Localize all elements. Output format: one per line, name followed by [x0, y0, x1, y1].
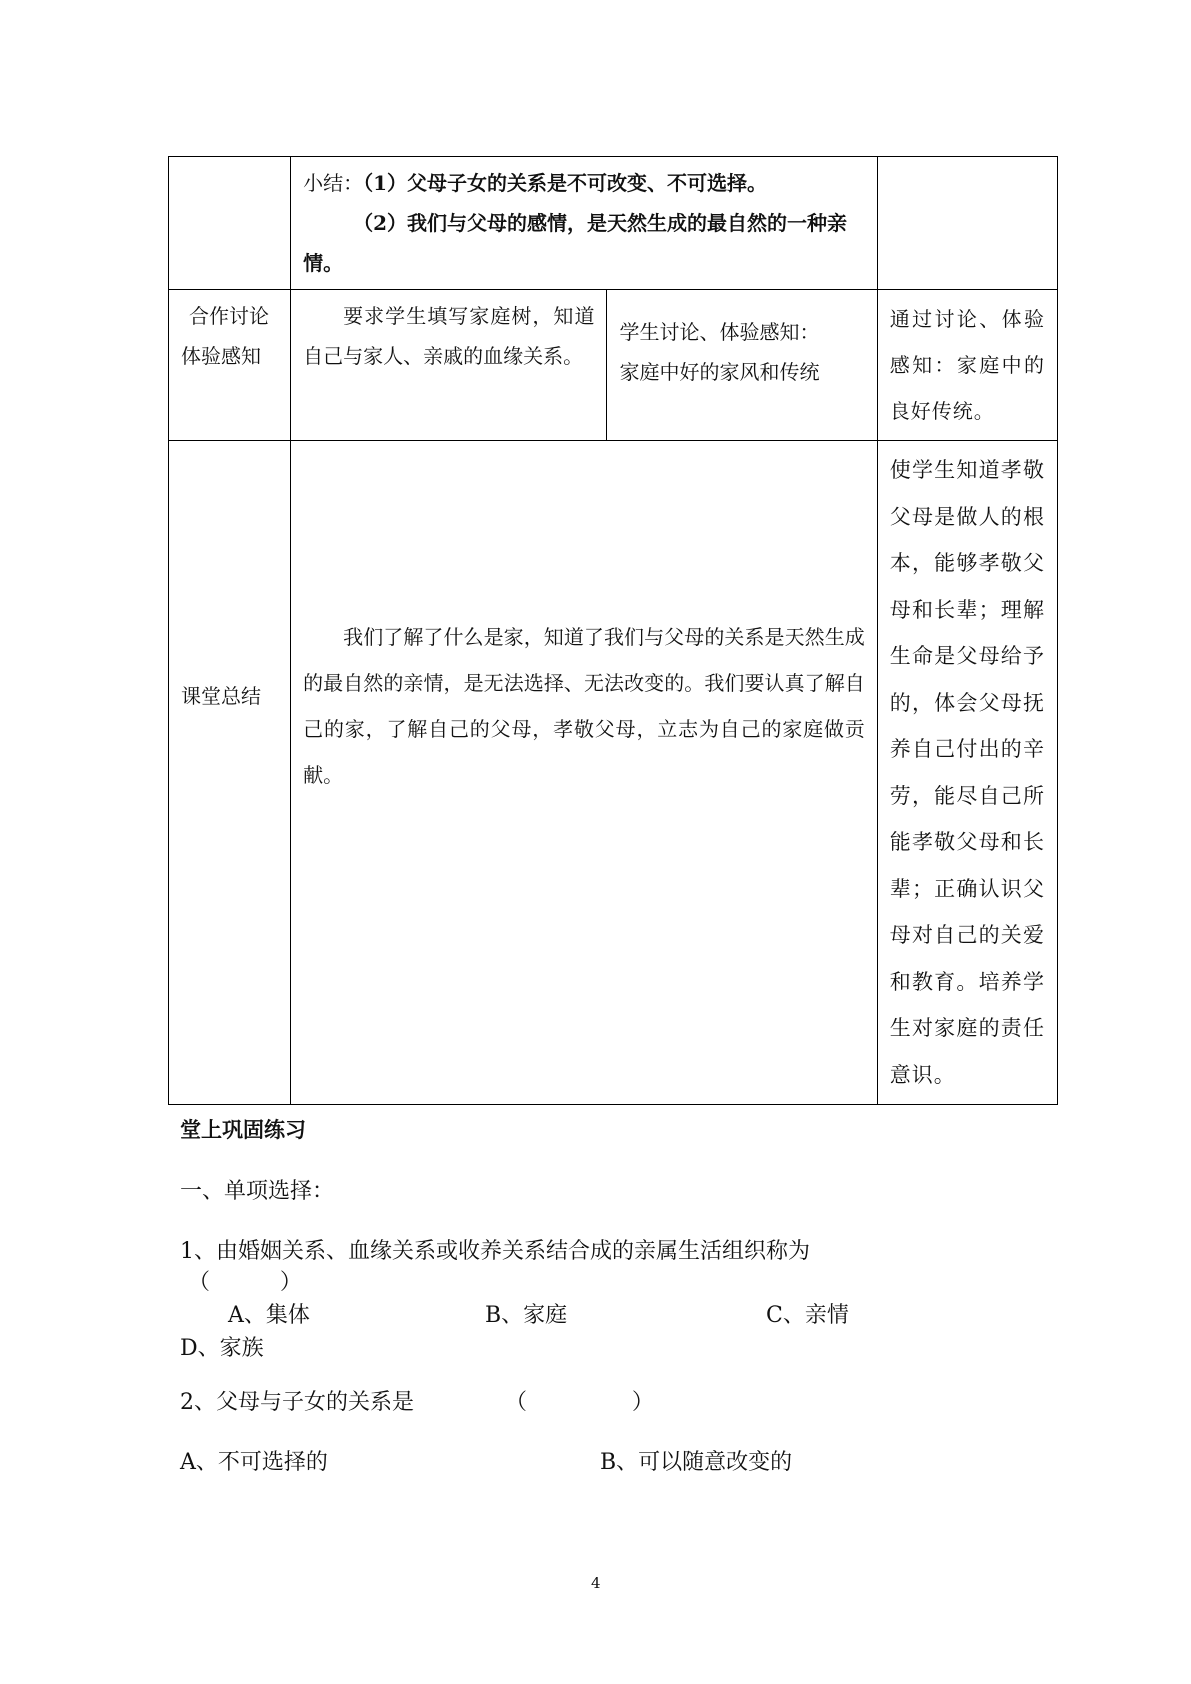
cooperation-label-line1: 合作讨论	[189, 304, 269, 328]
question-1-option-d: D、家族	[180, 1336, 264, 1361]
summary-point2-continued: 情。	[303, 251, 344, 275]
cooperation-row	[169, 290, 1058, 441]
conclusion-label-cell: 课堂总结	[169, 441, 291, 1105]
cooperation-teacher-cell: 要求学生填写家庭树，知道自己与家人、亲戚的血缘关系。	[291, 290, 607, 441]
cooperation-student-cell	[607, 290, 877, 441]
lesson-plan-table	[168, 156, 1058, 1105]
cooperation-label-line2: 体验感知	[181, 344, 261, 368]
question-2-option-a: A、不可选择的	[180, 1450, 328, 1475]
conclusion-purpose-cell: 使学生知道孝敬父母是做人的根本，能够孝敬父母和长辈；理解生命是父母给予的，体会父母抚养自己付出的辛劳，能尽自己所能孝敬父母和长辈；正确认识父母对自己的关爱和教育。培养学生对家庭的责任意识。	[877, 441, 1057, 1105]
summary-purpose-cell	[877, 157, 1057, 290]
section-single-choice: 一、单项选择：	[180, 1179, 335, 1204]
summary-cell	[291, 157, 878, 290]
question-1-option-b: B、家庭	[485, 1303, 568, 1328]
summary-row	[169, 157, 1058, 290]
cooperation-label-cell	[169, 290, 291, 441]
question-1-answer-blank: （ ）	[188, 1270, 302, 1295]
exercise-title: 堂上巩固练习	[180, 1117, 306, 1142]
summary-point1: 小结：（1）父母子女的关系是不可改变、不可选择。	[303, 171, 768, 195]
cooperation-purpose-cell: 通过讨论、体验感知：家庭中的良好传统。	[877, 290, 1057, 441]
conclusion-text-cell: 我们了解了什么是家，知道了我们与父母的关系是天然生成的最自然的亲情，是无法选择、无法改变的。我们要认真了解自己的家，了解自己的父母，孝敬父母，立志为自己的家庭做贡献。	[291, 441, 878, 1105]
question-2: 2、父母与子女的关系是	[180, 1390, 414, 1415]
page-number: 4	[591, 1574, 601, 1592]
summary-point2: （2）我们与父母的感情，是天然生成的最自然的一种亲	[353, 211, 848, 235]
conclusion-row	[169, 441, 1058, 1105]
cooperation-student-line1: 学生讨论、体验感知：	[619, 320, 820, 344]
cooperation-student-line2: 家庭中好的家风和传统	[619, 360, 820, 384]
question-2-option-b: B、可以随意改变的	[600, 1450, 793, 1475]
question-1-option-c: C、亲情	[766, 1303, 849, 1328]
question-1-option-a: A、集体	[228, 1303, 310, 1328]
summary-label-cell	[169, 157, 291, 290]
question-1: 1、由婚姻关系、血缘关系或收养关系结合成的亲属生活组织称为	[180, 1239, 810, 1264]
question-2-answer-blank: （ ）	[505, 1390, 654, 1415]
